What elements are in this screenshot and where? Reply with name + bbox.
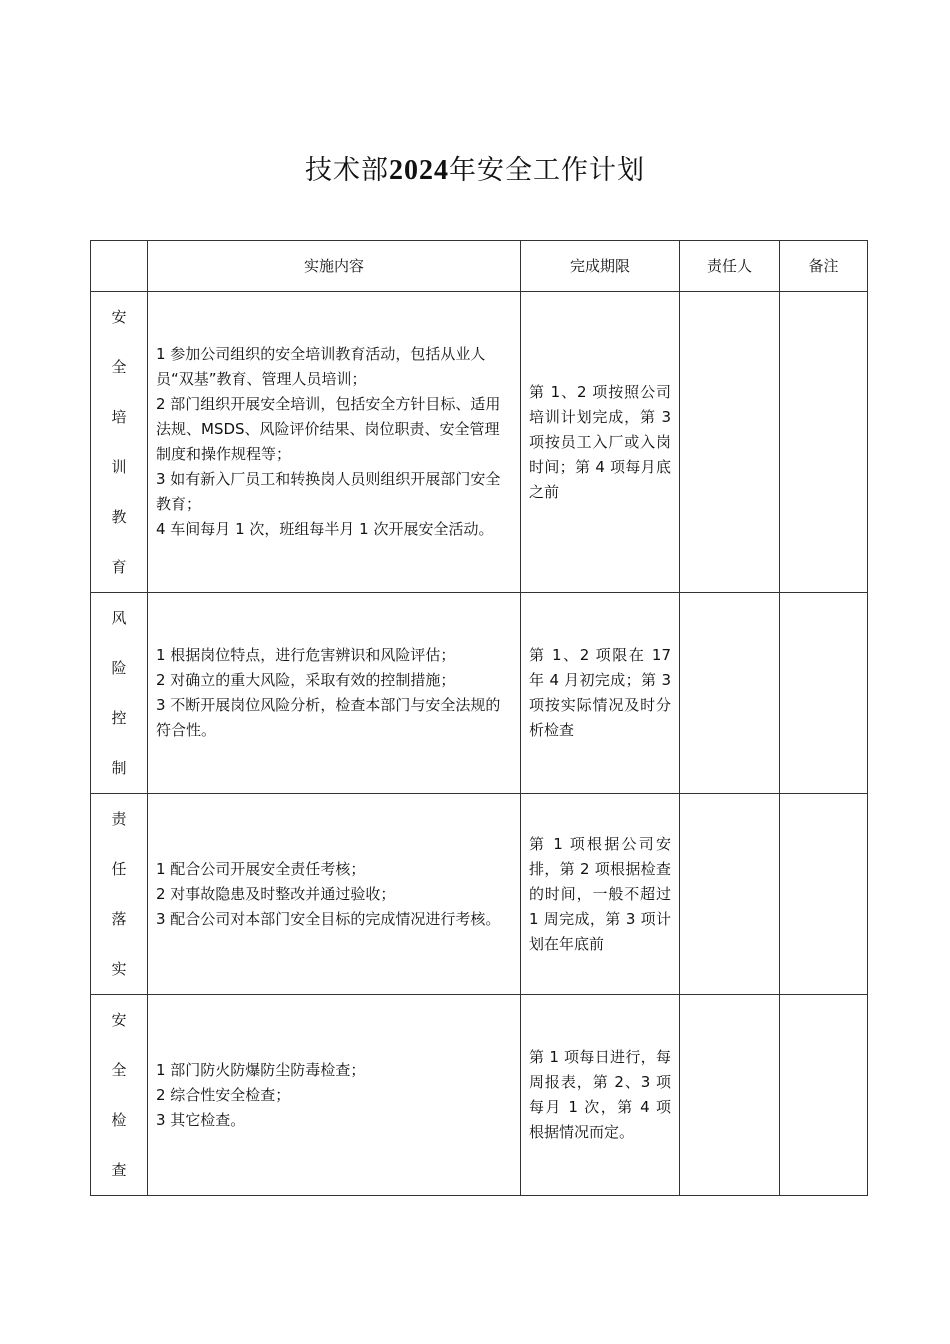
deadline-text: 第 1、2 项按照公司培训计划完成，第 3 项按员工入厂或入岗时间；第 4 项每月底之前	[529, 382, 671, 501]
header-remarks: 备注	[780, 241, 868, 292]
category-char: 安	[111, 1011, 127, 1029]
category-char: 安	[111, 308, 127, 326]
content-line: 1 配合公司开展安全责任考核；	[156, 859, 366, 878]
content-line: 3 如有新入厂员工和转换岗人员则组织开展部门安全教育；	[156, 470, 501, 513]
header-category	[91, 241, 148, 292]
table-row	[91, 794, 868, 995]
deadline-cell	[521, 593, 680, 794]
responsible-cell	[680, 292, 780, 593]
remarks-cell	[780, 794, 868, 995]
deadline-text: 第 1 项每日进行，每周报表，第 2、3 项每月 1 次，第 4 项根据情况而定。	[529, 1048, 671, 1141]
content-cell	[148, 995, 521, 1196]
table-row	[91, 593, 868, 794]
category-char: 任	[111, 860, 127, 878]
header-responsible: 责任人	[680, 241, 780, 292]
header-deadline: 完成期限	[521, 241, 680, 292]
category-cell	[91, 593, 148, 794]
category-char: 全	[111, 358, 127, 376]
content-line: 1 根据岗位特点，进行危害辨识和风险评估；	[156, 646, 456, 664]
category-cell	[91, 794, 148, 995]
table-header-row	[91, 241, 868, 292]
category-char: 险	[111, 659, 127, 677]
responsible-cell	[680, 593, 780, 794]
table-row	[91, 292, 868, 593]
safety-plan-table	[90, 240, 868, 1196]
category-char: 实	[111, 960, 127, 978]
category-cell	[91, 292, 148, 593]
category-char: 责	[111, 810, 127, 828]
deadline-cell	[521, 292, 680, 593]
deadline-text: 第 1、2 项限在 17 年 4 月初完成；第 3 项按实际情况及时分析检查	[529, 646, 671, 739]
deadline-cell	[521, 794, 680, 995]
category-char: 培	[111, 408, 127, 426]
content-cell	[148, 292, 521, 593]
category-char: 训	[111, 458, 127, 476]
content-line: 3 不断开展岗位风险分析，检查本部门与安全法规的符合性。	[156, 696, 501, 739]
content-line: 2 对事故隐患及时整改并通过验收；	[156, 884, 396, 903]
content-line: 2 部门组织开展安全培训，包括安全方针目标、适用法规、MSDS、风险评价结果、岗位职责、安全管理制度和操作规程等；	[156, 395, 501, 463]
content-line: 4 车间每月 1 次，班组每半月 1 次开展安全活动。	[156, 520, 494, 538]
category-char: 育	[111, 558, 127, 576]
category-char: 风	[111, 609, 127, 627]
content-line: 3 配合公司对本部门安全目标的完成情况进行考核。	[156, 909, 501, 928]
remarks-cell	[780, 995, 868, 1196]
category-char: 查	[111, 1161, 127, 1179]
deadline-cell	[521, 995, 680, 1196]
remarks-cell	[780, 292, 868, 593]
category-char: 制	[111, 759, 127, 777]
title-prefix: 技术部	[305, 155, 389, 186]
responsible-cell	[680, 794, 780, 995]
content-line: 2 综合性安全检查；	[156, 1085, 291, 1104]
category-char: 教	[111, 508, 127, 526]
content-line: 3 其它检查。	[156, 1110, 246, 1129]
content-line: 1 参加公司组织的安全培训教育活动，包括从业人员“双基”教育、管理人员培训；	[156, 345, 486, 388]
table-row	[91, 995, 868, 1196]
title-year: 2024	[389, 155, 449, 186]
content-cell	[148, 593, 521, 794]
category-char: 全	[111, 1061, 127, 1079]
category-char: 控	[111, 709, 127, 727]
category-cell	[91, 995, 148, 1196]
title-suffix: 年安全工作计划	[449, 155, 645, 186]
deadline-text: 第 1 项根据公司安排，第 2 项根据检查的时间，一般不超过 1 周完成，第 3 项计划在年底前	[529, 834, 671, 953]
remarks-cell	[780, 593, 868, 794]
category-char: 检	[111, 1111, 127, 1129]
header-content: 实施内容	[148, 241, 521, 292]
content-line: 1 部门防火防爆防尘防毒检查；	[156, 1060, 366, 1079]
responsible-cell	[680, 995, 780, 1196]
content-line: 2 对确立的重大风险，采取有效的控制措施；	[156, 671, 456, 689]
page-title	[0, 148, 950, 187]
category-char: 落	[111, 910, 127, 928]
content-cell	[148, 794, 521, 995]
